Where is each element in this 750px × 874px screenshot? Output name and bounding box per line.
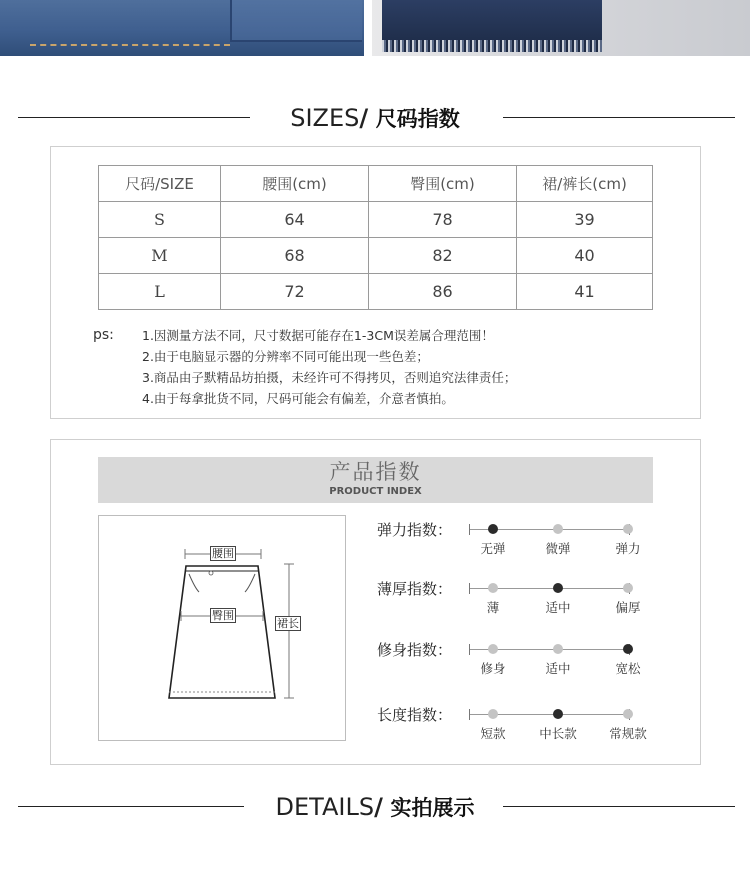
scale-dot: [553, 583, 563, 593]
scale-option: 偏厚: [615, 600, 641, 615]
length-cell: 40: [517, 238, 653, 274]
size-cell: M: [99, 238, 221, 274]
table-row: [99, 202, 653, 238]
table-row: [99, 238, 653, 274]
hip-cell: 86: [369, 274, 517, 310]
scale-option: 弹力: [615, 541, 641, 556]
waist-cell: 64: [221, 202, 369, 238]
scale-option: 宽松: [615, 661, 641, 676]
scale-option: 适中: [545, 600, 571, 615]
scale-dot: [488, 583, 498, 593]
product-index-banner: [98, 457, 653, 503]
scale-dot: [553, 524, 563, 534]
scale-dot: [488, 709, 498, 719]
details-title-sep: /: [374, 793, 383, 821]
waist-cell: 68: [221, 238, 369, 274]
waist-cell: 72: [221, 274, 369, 310]
sizes-title-cn: 尺码指数: [375, 107, 460, 131]
scale-cap: [469, 583, 470, 594]
note-item: 3.商品由子默精品坊拍摄，未经许可不得拷贝，否则追究法律责任；: [142, 370, 517, 385]
details-section-header: [0, 787, 750, 827]
scale-cap: [469, 709, 470, 720]
stitch-line: [30, 44, 230, 46]
product-photo-denim-pocket: [0, 0, 364, 56]
table-row: [99, 274, 653, 310]
product-index-title-cn: 产品指数: [329, 460, 422, 484]
product-index-title-en: PRODUCT INDEX: [329, 486, 422, 497]
scale-dot: [623, 644, 633, 654]
size-cell: S: [99, 202, 221, 238]
length-cell: 39: [517, 202, 653, 238]
details-title-cn: 实拍展示: [390, 796, 475, 820]
note-item: 2.由于电脑显示器的分辨率不同可能出现一些色差；: [142, 349, 429, 364]
size-table-header: 腰围(cm): [221, 166, 369, 202]
scale-label: 修身指数：: [377, 641, 453, 659]
scale-dot: [623, 709, 633, 719]
size-table-header-row: [99, 166, 653, 202]
elasticity-scale: [347, 520, 667, 560]
scale-dot: [553, 644, 563, 654]
notes-list: [142, 325, 642, 409]
scale-dot: [623, 583, 633, 593]
sizes-title-sep: /: [359, 104, 369, 132]
sizes-title: [0, 98, 750, 139]
scale-option: 常规款: [609, 726, 647, 741]
note-item: 1.因测量方法不同，尺寸数据可能存在1-3CM误差属合理范围！: [142, 328, 494, 343]
hip-label: 臀围: [212, 609, 234, 622]
fit-scale: [347, 640, 667, 680]
length-label: 裙长: [277, 617, 299, 630]
scale-label: 薄厚指数：: [377, 580, 453, 598]
scale-option: 微弹: [545, 541, 571, 556]
scale-option: 短款: [480, 726, 506, 741]
details-title-en: DETAILS: [275, 793, 375, 821]
scale-option: 薄: [486, 600, 500, 615]
length-cell: 41: [517, 274, 653, 310]
sizes-section-header: [0, 98, 750, 138]
scale-cap: [469, 644, 470, 655]
product-index-box: [50, 439, 701, 765]
scale-option: 修身: [480, 661, 506, 676]
scale-dot: [553, 709, 563, 719]
scale-dot: [623, 524, 633, 534]
waist-label: 腰围: [212, 547, 234, 560]
pocket-seam: [230, 0, 362, 42]
note-item: 4.由于每拿批货不同，尺码可能会有偏差，介意者慎拍。: [142, 391, 454, 406]
scale-label: 弹力指数：: [377, 521, 453, 539]
scale-option: 无弹: [480, 541, 506, 556]
length-scale: [347, 705, 667, 745]
size-table-header: 臀围(cm): [369, 166, 517, 202]
scale-option: 适中: [545, 661, 571, 676]
details-title: [0, 787, 750, 828]
size-cell: L: [99, 274, 221, 310]
size-chart-box: [50, 146, 701, 419]
skirt-diagram: [98, 515, 346, 741]
size-table: [98, 165, 653, 310]
product-photo-frayed-hem: [372, 0, 750, 56]
scale-label: 长度指数：: [377, 706, 453, 724]
hip-cell: 82: [369, 238, 517, 274]
sizes-title-en: SIZES: [290, 104, 360, 132]
thickness-scale: [347, 579, 667, 619]
size-table-header: 裙/裤长(cm): [517, 166, 653, 202]
scale-dot: [488, 644, 498, 654]
scale-option: 中长款: [539, 726, 577, 741]
ps-label: ps:: [93, 327, 114, 343]
scale-cap: [469, 524, 470, 535]
size-table-header: 尺码/SIZE: [99, 166, 221, 202]
scale-dot: [488, 524, 498, 534]
hip-cell: 78: [369, 202, 517, 238]
frayed-edge: [382, 40, 602, 52]
